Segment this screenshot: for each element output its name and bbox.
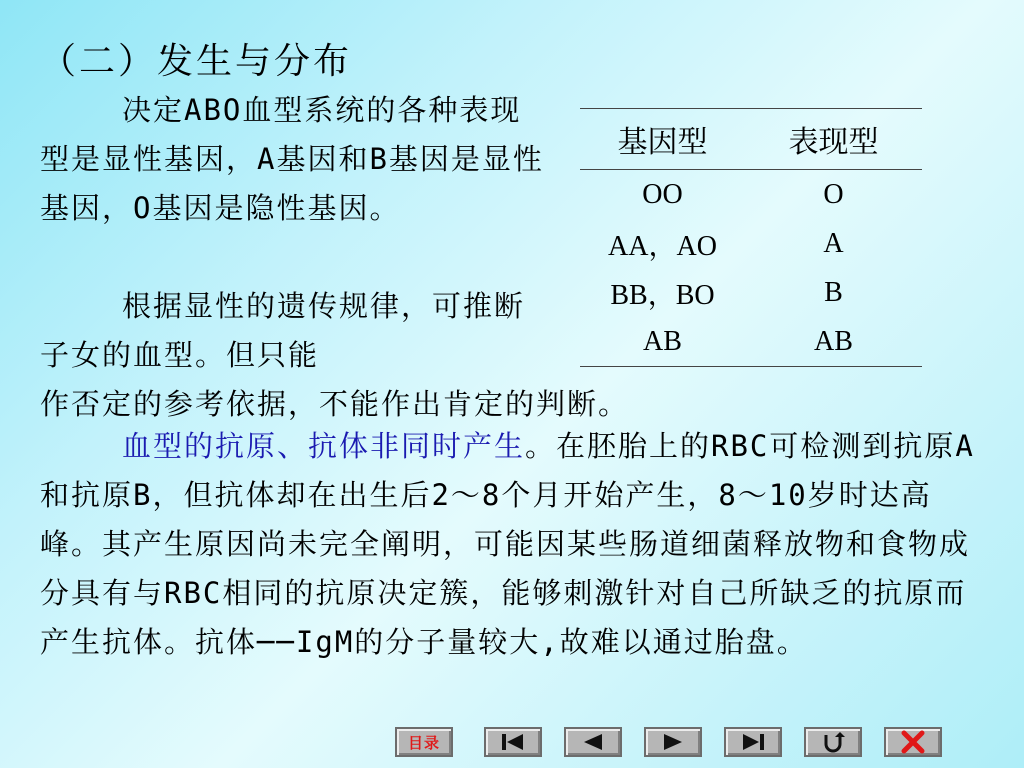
phenotype-cell: AB — [814, 325, 853, 357]
paragraph-dominant-genes — [40, 86, 550, 233]
phenotype-cell: A — [823, 227, 844, 259]
menu-button[interactable] — [395, 727, 453, 757]
phenotype-cell: B — [824, 276, 843, 308]
paragraph-inheritance-text: 根据显性的遗传规律，可推断子女的血型。但只能 — [40, 289, 526, 372]
exit-button[interactable] — [884, 727, 942, 757]
next-page-icon — [656, 731, 690, 753]
highlight-text: 血型的抗原、抗体非同时产生 — [122, 429, 526, 463]
genotype-cell: OO — [642, 178, 683, 210]
section-heading: （二）发生与分布 — [40, 41, 353, 82]
menu-label: 目录 — [407, 733, 440, 752]
column-header-genotype: 基因型 — [617, 125, 708, 160]
phenotype-cell: O — [823, 178, 844, 210]
genotype-cell: BB，BO — [610, 279, 715, 311]
paragraph-inheritance — [40, 282, 550, 380]
table-row — [580, 268, 922, 317]
return-button[interactable] — [804, 727, 862, 757]
next-page-button[interactable] — [644, 727, 702, 757]
table-row — [580, 317, 922, 366]
paragraph-antigen-antibody-text: 。在胚胎上的RBC可检测到抗原A和抗原B，但抗体却在出生后2～8个月开始产生，8～10岁时达高峰。其产生原因尚未完全阐明，可能因某些肠道细菌释放物和食物成分具有与RBC相同的抗原决定簇，能够刺激针对自己所缺乏的抗原而产生抗体。抗体──IgM的分子量较大,故难以通过胎盘。 — [40, 429, 975, 659]
exit-icon — [896, 730, 930, 754]
genotype-phenotype-table — [580, 108, 922, 367]
paragraph-dominant-genes-text: 决定ABO血型系统的各种表现型是显性基因，A基因和B基因是显性基因，O基因是隐性基因。 — [40, 93, 544, 225]
paragraph-antigen-antibody — [40, 422, 980, 667]
previous-page-icon — [576, 731, 610, 753]
table-header-row — [580, 109, 922, 170]
return-icon — [816, 730, 850, 754]
genotype-cell: AA，AO — [608, 230, 717, 262]
column-header-phenotype: 表现型 — [788, 125, 879, 160]
table-row — [580, 170, 922, 219]
genotype-cell: AB — [643, 325, 682, 357]
last-page-icon — [736, 731, 770, 753]
first-page-button[interactable] — [484, 727, 542, 757]
previous-page-button[interactable] — [564, 727, 622, 757]
last-page-button[interactable] — [724, 727, 782, 757]
table-row — [580, 219, 922, 268]
first-page-icon — [496, 731, 530, 753]
paragraph-inheritance-continued: 作否定的参考依据，不能作出肯定的判断。 — [40, 387, 630, 421]
